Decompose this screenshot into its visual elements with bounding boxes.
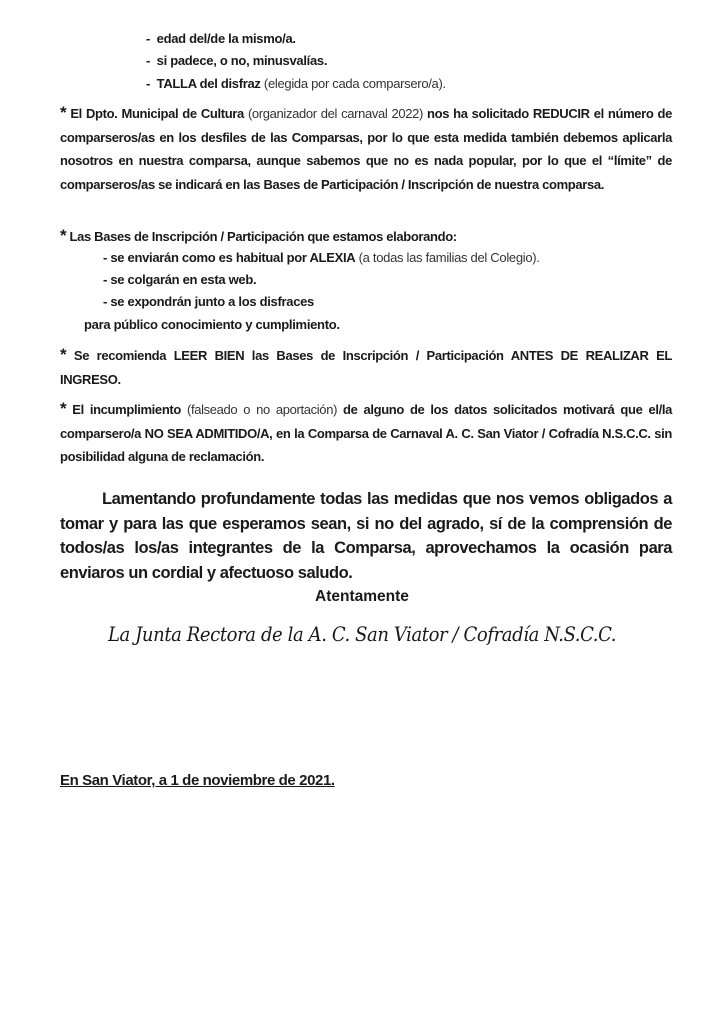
- dash: -: [103, 272, 108, 287]
- note-bases-intro: [60, 224, 672, 249]
- bullet-disability: [146, 53, 327, 68]
- note-noncompliance: [60, 397, 672, 469]
- dash: -: [146, 53, 151, 68]
- bases-item-alexia: [103, 250, 540, 265]
- bullet-age: [146, 31, 296, 46]
- bullet-text: si padece, o no, minusvalías.: [156, 53, 328, 68]
- asterisk-icon: *: [60, 345, 67, 364]
- bases-item-display: [103, 294, 314, 309]
- bases-closing: [84, 317, 340, 332]
- note-bold-start: El Dpto. Municipal de Cultura: [66, 106, 244, 121]
- bullet-note: (elegida por cada comparsero/a).: [260, 76, 446, 91]
- closing-paragraph: Lamentando profundamente todas las medidas que nos vemos obligados a tomar y para las que esperamos sean, si no del agrado, sí de la comprensión de todos/as los/as integrantes de la Comparsa, aprovechamos la ocasión para enviaros un cordial y afectuoso saludo.: [60, 490, 672, 582]
- item-text: se expondrán junto a los disfraces: [110, 294, 314, 309]
- note-light: (falseado o no aportación): [180, 402, 344, 417]
- note-bold-start: El incumplimiento: [66, 402, 181, 417]
- bullet-text: TALLA del disfraz: [156, 76, 261, 91]
- note-read-bases: [60, 343, 672, 391]
- dash: -: [146, 31, 151, 46]
- signature: La Junta Rectora de la A. C. San Viator / Cofradía N.S.C.C.: [107, 622, 617, 646]
- asterisk-icon: *: [60, 226, 67, 245]
- dash: -: [103, 250, 108, 265]
- item-note: (a todas las familias del Colegio).: [355, 250, 540, 265]
- note-reduce-participants: [60, 101, 672, 196]
- date-line: En San Viator, a 1 de noviembre de 2021.: [60, 772, 335, 789]
- dash: -: [146, 76, 151, 91]
- bases-item-web: [103, 272, 256, 287]
- bullet-costume-size: [146, 76, 446, 91]
- note-bold-rest: nos ha solicitado REDUCIR el número de comparseros/as en los desfiles de las Comparsas, por lo que esta medida también debemos aplicarla nosotros en nuestra comparsa, aunque sabemos que no es nada popular, por lo que el “límite” de comparseros/as se indicará en las Bases de Participación / Inscripción de nuestra comparsa.: [60, 106, 672, 192]
- item-text: se colgarán en esta web.: [110, 272, 257, 287]
- asterisk-icon: *: [60, 103, 67, 122]
- salutation: Atentamente: [315, 588, 409, 605]
- note-text: Las Bases de Inscripción / Participación que estamos elaborando:: [66, 229, 457, 244]
- bullet-text: edad del/de la mismo/a.: [156, 31, 296, 46]
- note-light: (organizador del carnaval 2022): [243, 106, 428, 121]
- item-text: se enviarán como es habitual por ALEXIA: [110, 250, 356, 265]
- asterisk-icon: *: [60, 399, 67, 418]
- note-bold-rest: de alguno de los datos solicitados motivará que el/la comparsero/a NO SEA ADMITIDO/A, en la Comparsa de Carnaval A. C. San Viator / Cofradía N.S.C.C. sin posibilidad alguna de reclamación.: [60, 402, 672, 464]
- dash: -: [103, 294, 108, 309]
- closing-text: para público conocimiento y cumplimiento.: [84, 317, 340, 332]
- note-text: Se recomienda LEER BIEN las Bases de Inscripción / Participación ANTES DE REALIZAR EL INGRESO.: [60, 348, 672, 387]
